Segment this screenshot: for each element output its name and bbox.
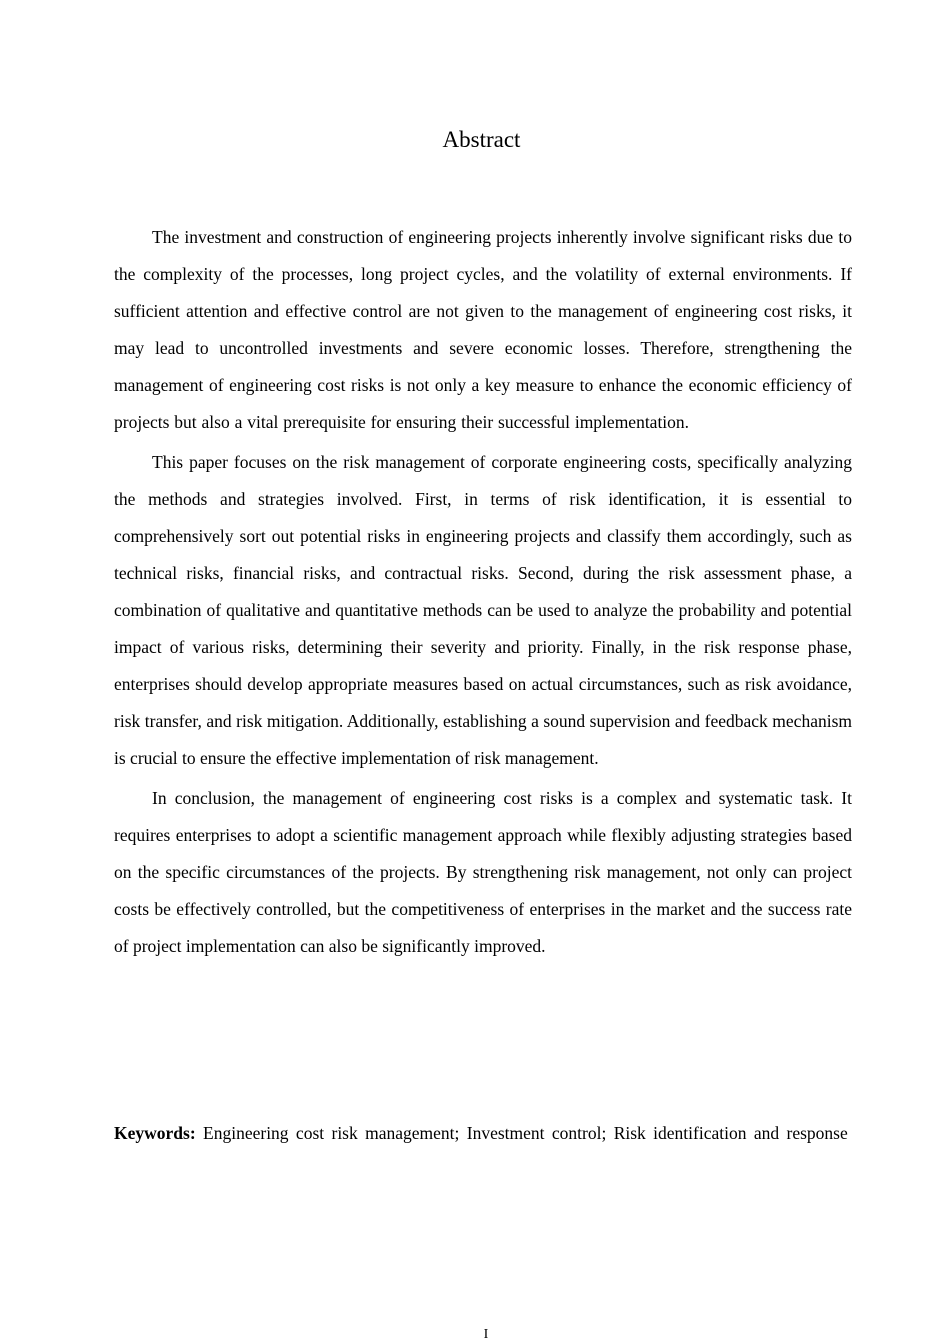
keywords-label: Keywords:: [114, 1123, 196, 1143]
keywords-text: Engineering cost risk management; Investment control; Risk identification and response: [203, 1123, 848, 1143]
abstract-body: [114, 219, 852, 968]
abstract-paragraph-1: The investment and construction of engineering projects inherently involve significant risks due to the complexity of the processes, long project cycles, and the volatility of external environments. If sufficient attention and effective control are not given to the management of engineering cost risks, it may lead to uncontrolled investments and severe economic losses. Therefore, strengthening the management of engineering cost risks is not only a key measure to enhance the economic efficiency of projects but also a vital prerequisite for ensuring their successful implementation.: [114, 227, 852, 432]
abstract-paragraph-2: This paper focuses on the risk management of corporate engineering costs, specifically analyzing the methods and strategies involved. First, in terms of risk identification, it is essential to comprehensively sort out potential risks in engineering projects and classify them accordingly, such as technical risks, financial risks, and contractual risks. Second, during the risk assessment phase, a combination of qualitative and quantitative methods can be used to analyze the probability and potential impact of various risks, determining their severity and priority. Finally, in the risk response phase, enterprises should develop appropriate measures based on actual circumstances, such as risk avoidance, risk transfer, and risk mitigation. Additionally, establishing a sound supervision and feedback mechanism is crucial to ensure the effective implementation of risk management.: [114, 452, 852, 768]
abstract-title: Abstract: [442, 127, 521, 152]
keywords-line: [114, 1115, 852, 1152]
page-number: I: [483, 1327, 489, 1342]
abstract-paragraph-3: In conclusion, the management of engineering cost risks is a complex and systematic task. It requires enterprises to adopt a scientific management approach while flexibly adjusting strategies based on the specific circumstances of the projects. By strengthening risk management, not only can project costs be effectively controlled, but the competitiveness of enterprises in the market and the success rate of project implementation can also be significantly improved.: [114, 788, 852, 956]
